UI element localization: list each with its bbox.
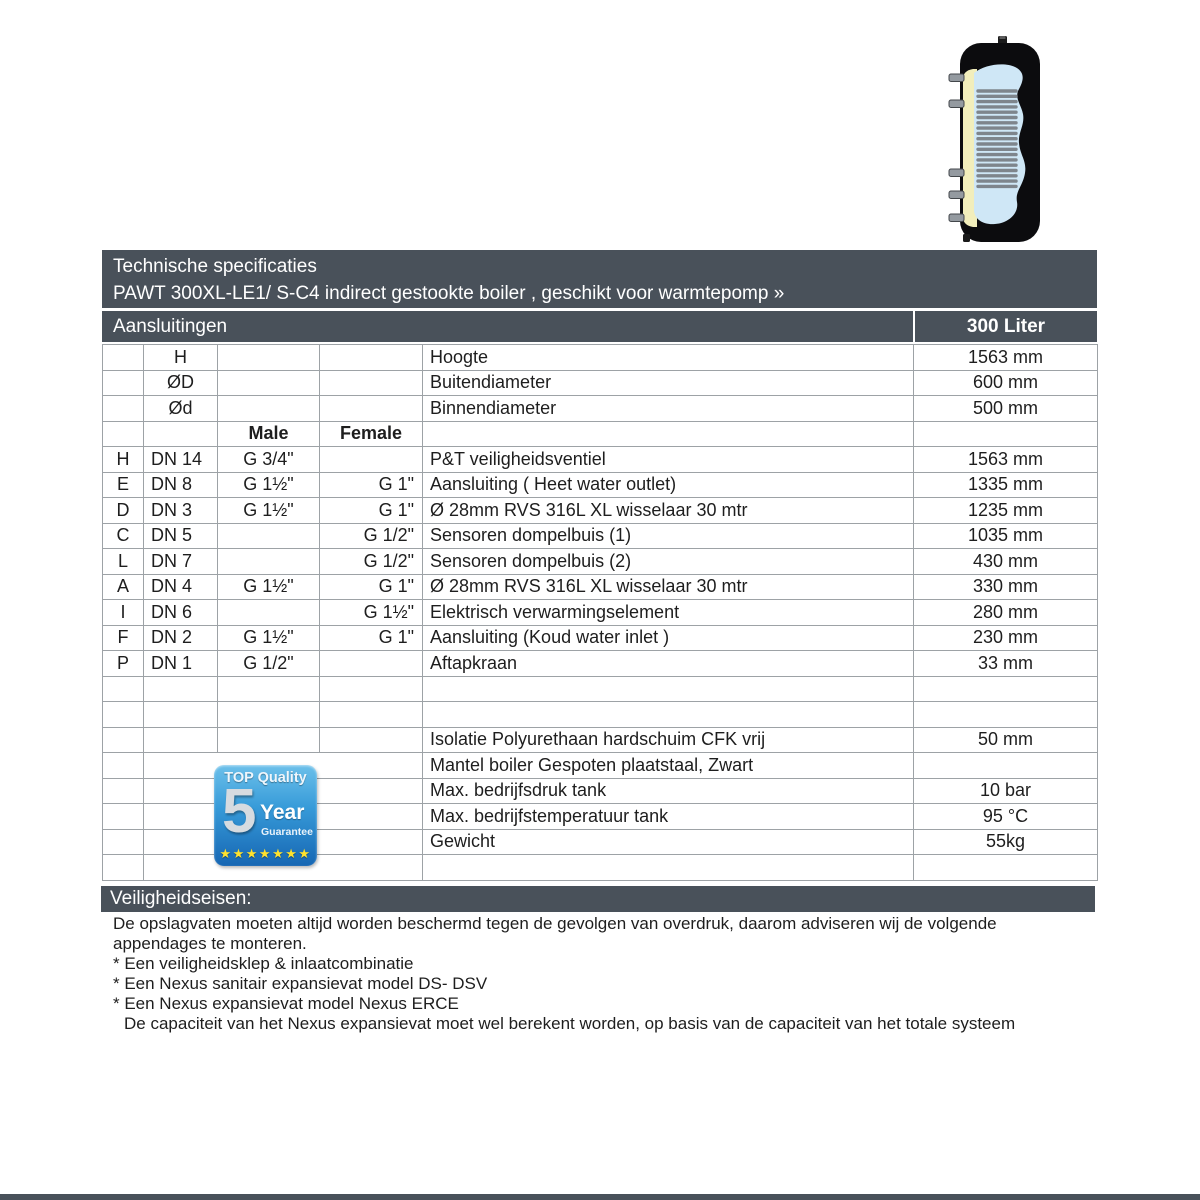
value: 95 °C [914,804,1098,829]
port-letter: F [103,626,144,651]
badge-top-label: TOP Quality [224,770,307,786]
value: 1035 mm [914,524,1098,549]
male-thread [218,600,320,625]
value: 55kg [914,830,1098,855]
table-row [103,396,1098,422]
value: 230 mm [914,626,1098,651]
table-row [103,549,1098,575]
connections-label: Aansluitingen [113,315,228,337]
description: Gewicht [423,830,914,855]
dn-code: DN 6 [144,600,218,625]
value: 1563 mm [914,447,1098,472]
description: Aansluiting (Koud water inlet ) [423,626,914,651]
dn-code: DN 3 [144,498,218,523]
heat-exchanger-coil [978,91,1016,186]
description: Sensoren dompelbuis (2) [423,549,914,574]
description: P&T veiligheidsventiel [423,447,914,472]
value [914,753,1098,778]
table-row [103,575,1098,601]
male-thread: G 1½" [218,626,320,651]
female-thread [320,651,423,676]
table-row [103,447,1098,473]
value: 1563 mm [914,345,1098,370]
thread-header-row [103,422,1098,448]
port-letter: H [103,447,144,472]
safety-note-line: * Een veiligheidsklep & inlaatcombinatie [113,954,414,973]
description: Ø 28mm RVS 316L XL wisselaar 30 mtr [423,498,914,523]
value: 33 mm [914,651,1098,676]
port-letter: A [103,575,144,600]
dn-code: DN 14 [144,447,218,472]
port-letter: L [103,549,144,574]
safety-title: Veiligheidseisen: [110,888,252,909]
male-thread [218,524,320,549]
badge-number: 5 [222,777,257,846]
dimension-code: ØD [144,371,218,396]
dn-code: DN 1 [144,651,218,676]
female-thread: G 1/2" [320,524,423,549]
value: 500 mm [914,396,1098,421]
empty-row [103,677,1098,703]
safety-note-line: appendages te monteren. [113,934,307,953]
dn-code: DN 7 [144,549,218,574]
female-thread: G 1½" [320,600,423,625]
description: Sensoren dompelbuis (1) [423,524,914,549]
male-thread: G 1/2" [218,651,320,676]
description: Mantel boiler Gespoten plaatstaal, Zwart [423,753,914,778]
dn-code: DN 8 [144,473,218,498]
page-bottom-rule [0,1194,1200,1200]
table-row [103,600,1098,626]
female-thread: G 1" [320,498,423,523]
title-line1: Technische specificaties [113,256,317,277]
badge-year-label: Year [260,801,305,824]
boiler-cutaway-image [947,33,1044,245]
description: Elektrisch verwarmingselement [423,600,914,625]
empty-row [103,702,1098,728]
value: 280 mm [914,600,1098,625]
description: Aansluiting ( Heet water outlet) [423,473,914,498]
table-row [103,498,1098,524]
description: Isolatie Polyurethaan hardschuim CFK vrij [423,728,914,753]
port-letter: P [103,651,144,676]
port-letter: D [103,498,144,523]
safety-note-line: De opslagvaten moeten altijd worden beschermd tegen de gevolgen van overdruk, daarom adviseren wij de volgende [113,914,997,933]
male-thread: G 1½" [218,575,320,600]
safety-note-line: * Een Nexus expansievat model Nexus ERCE [113,994,459,1013]
value: 600 mm [914,371,1098,396]
dn-code: DN 4 [144,575,218,600]
capacity-label: 300 Liter [913,311,1097,342]
dimension-code: H [144,345,218,370]
table-row [103,651,1098,677]
table-row [103,524,1098,550]
badge-stars: ★★★★★★★ [219,846,312,861]
dimension-code: Ød [144,396,218,421]
female-thread: G 1" [320,626,423,651]
safety-header-bar [101,886,1095,912]
value: 50 mm [914,728,1098,753]
badge-guarantee-label: Guarantee [261,826,313,838]
value: 1335 mm [914,473,1098,498]
table-row [103,345,1098,371]
value: 330 mm [914,575,1098,600]
male-thread: G 1½" [218,498,320,523]
safety-notes [113,914,1015,1034]
top-quality-badge [214,765,317,866]
table-row [103,728,1098,754]
description: Binnendiameter [423,396,914,421]
dn-code: DN 2 [144,626,218,651]
male-thread: G 1½" [218,473,320,498]
port-letter: C [103,524,144,549]
female-thread: G 1/2" [320,549,423,574]
dn-code: DN 5 [144,524,218,549]
port-letter: E [103,473,144,498]
description: Max. bedrijfstemperatuur tank [423,804,914,829]
value: 10 bar [914,779,1098,804]
table-row [103,371,1098,397]
safety-note-line: * Een Nexus sanitair expansievat model DS- DSV [113,974,488,993]
male-thread [218,549,320,574]
description: Buitendiameter [423,371,914,396]
description: Ø 28mm RVS 316L XL wisselaar 30 mtr [423,575,914,600]
female-column-header: Female [320,422,423,447]
port-letter: I [103,600,144,625]
female-thread: G 1" [320,575,423,600]
female-thread [320,447,423,472]
value: 1235 mm [914,498,1098,523]
description: Aftapkraan [423,651,914,676]
safety-note-line: De capaciteit van het Nexus expansievat moet wel berekent worden, op basis van de capaciteit van het totale systeem [124,1014,1016,1033]
female-thread: G 1" [320,473,423,498]
table-row [103,473,1098,499]
description: Hoogte [423,345,914,370]
title-line2: PAWT 300XL-LE1/ S-C4 indirect gestookte boiler , geschikt voor warmtepomp » [113,283,785,304]
table-row [103,626,1098,652]
title-bar [102,250,1097,308]
connections-header-bar [102,311,1097,342]
value: 430 mm [914,549,1098,574]
description: Max. bedrijfsdruk tank [423,779,914,804]
male-thread: G 3/4" [218,447,320,472]
male-column-header: Male [218,422,320,447]
